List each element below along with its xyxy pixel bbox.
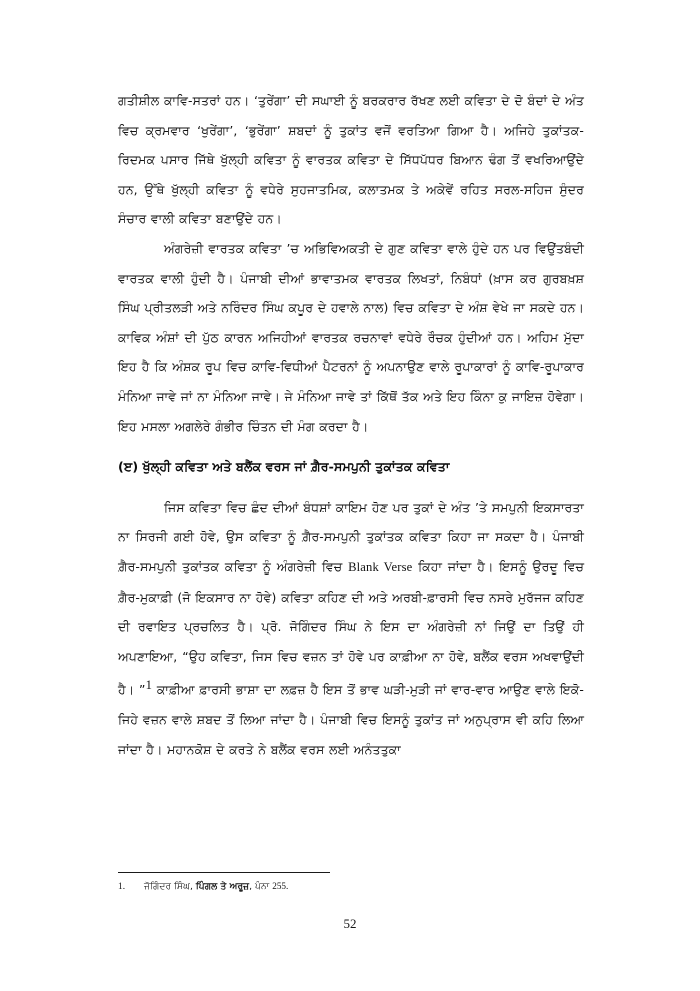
footnote-entry: [118, 879, 584, 895]
paragraph-blank-verse-definition: [118, 493, 584, 764]
heading-spacer: [118, 482, 584, 493]
term-blank-verse: Blank Verse: [348, 559, 413, 574]
footnote-author: ਜੋਗਿੰਦਰ ਸਿੰਘ,: [144, 881, 196, 892]
footnote-area: [118, 872, 584, 895]
footnote-number: 1.: [118, 882, 126, 892]
paragraph-continuation: ਗਤੀਸ਼ੀਲ ਕਾਵਿ-ਸਤਰਾਂ ਹਨ। ‘ਤੁਰੇਂਗਾ’ ਦੀ ਸਘਾਈ ਨੂੰ ਬਰਕਰਾਰ ਰੱਖਣ ਲਈ ਕਵਿਤਾ ਦੇ ਦੋ ਬੰਦਾਂ ਦੇ ਅੰਤ ਵਿਚ ਕ੍ਰਮਵਾਰ ‘ਖੁਰੇਂਗਾ’, ‘ਭੁਰੇਂਗਾ’ ਸ਼ਬਦਾਂ ਨੂੰ ਤੁਕਾਂਤ ਵਜੋਂ ਵਰਤਿਆ ਗਿਆ ਹੈ। ਅਜਿਹੇ ਤੁਕਾਂਤਕ-ਰਿਦਮਕ ਪਸਾਰ ਜਿੱਥੇ ਖੁੱਲ੍ਹੀ ਕਵਿਤਾ ਨੂੰ ਵਾਰਤਕ ਕਵਿਤਾ ਦੇ ਸਿੱਧਪੱਧਰ ਬਿਆਨ ਢੰਗ ਤੋਂ ਵਖਰਿਆਉਂਦੇ ਹਨ, ਉੱਥੇ ਖੁੱਲ੍ਹੀ ਕਵਿਤਾ ਨੂੰ ਵਧੇਰੇ ਸੁਹਜਾਤਮਿਕ, ਕਲਾਤਮਕ ਤੇ ਅਕੇਵੇਂ ਰਹਿਤ ਸਰਲ-ਸਹਿਜ ਸੁੰਦਰ ਸੰਚਾਰ ਵਾਲੀ ਕਵਿਤਾ ਬਣਾਉਂਦੇ ਹਨ।: [118, 93, 584, 227]
footnote-separator-rule: [118, 872, 330, 873]
paragraph-text-part-b: ਕਿਹਾ ਜਾਂਦਾ ਹੈ। ਇਸਨੂੰ ਉਰਦੂ ਵਿਚ ਗ਼ੈਰ-ਮੁਕਾਫ਼ੀ (ਜੋ ਇਕਸਾਰ ਨਾ ਹੋਵੇ) ਕਵਿਤਾ ਕਹਿਣ ਦੀ ਅਤੇ ਅਰਬੀ-ਫ਼ਾਰਸੀ ਵਿਚ ਨਸਰੇ ਮੁਰੱਜਜ ਕਹਿਣ ਦੀ ਰਵਾਇਤ ਪ੍ਰਚਲਿਤ ਹੈ। ਪ੍ਰੋ. ਜੋਗਿੰਦਰ ਸਿੰਘ ਨੇ ਇਸ ਦਾ ਅੰਗਰੇਜ਼ੀ ਨਾਂ ਜਿਉਂ ਦਾ ਤਿਉਂ ਹੀ ਅਪਣਾਇਆ, “ਉਹ ਕਵਿਤਾ, ਜਿਸ ਵਿਚ ਵਜ਼ਨ ਤਾਂ ਹੋਵੇ ਪਰ ਕਾਫ਼ੀਆ ਨਾ ਹੋਵੇ, ਬਲੈਂਕ ਵਰਸ ਅਖਵਾਉਂਦੀ ਹੈ। ”: [118, 558, 584, 698]
footnote-title: ਪਿੰਗਲ ਤੇ ਅਰੂਜ਼: [195, 881, 250, 892]
footnote-page-value: 255.: [272, 881, 289, 891]
paragraph-text-part-a: ਜਿਸ ਕਵਿਤਾ ਵਿਚ ਛੰਦ ਦੀਆਂ ਬੰਧਸ਼ਾਂ ਕਾਇਮ ਹੋਣ ਪਰ ਤੁਕਾਂ ਦੇ ਅੰਤ ’ਤੇ ਸਮਪੁਨੀ ਇਕਸਾਰਤਾ ਨਾ ਸਿਰਜੀ ਗਈ ਹੋਵੇ, ਉਸ ਕਵਿਤਾ ਨੂੰ ਗ਼ੈਰ-ਸਮਪੁਨੀ ਤੁਕਾਂਤਕ ਕਵਿਤਾ ਕਿਹਾ ਜਾ ਸਕਦਾ ਹੈ। ਪੰਜਾਬੀ ਗ਼ੈਰ-ਸਮਪੁਨੀ ਤੁਕਾਂਤਕ ਕਵਿਤਾ ਨੂੰ ਅੰਗਰੇਜ਼ੀ ਵਿਚ: [118, 499, 584, 574]
footnote-text: [144, 879, 288, 894]
paragraph-english-prose-poetry: ਅੰਗਰੇਜ਼ੀ ਵਾਰਤਕ ਕਵਿਤਾ ’ਚ ਅਭਿਵਿਅਕਤੀ ਦੇ ਗੁਣ ਕਵਿਤਾ ਵਾਲੇ ਹੁੰਦੇ ਹਨ ਪਰ ਵਿਉਂਤਬੰਦੀ ਵਾਰਤਕ ਵਾਲੀ ਹੁੰਦੀ ਹੈ। ਪੰਜਾਬੀ ਦੀਆਂ ਭਾਵਾਤਮਕ ਵਾਰਤਕ ਲਿਖਤਾਂ, ਨਿਬੰਧਾਂ (ਖ਼ਾਸ ਕਰ ਗੁਰਬਖ਼ਸ਼ ਸਿੰਘ ਪ੍ਰੀਤਲੜੀ ਅਤੇ ਨਰਿੰਦਰ ਸਿੰਘ ਕਪੂਰ ਦੇ ਹਵਾਲੇ ਨਾਲ) ਵਿਚ ਕਵਿਤਾ ਦੇ ਅੰਸ਼ ਵੇਖੇ ਜਾ ਸਕਦੇ ਹਨ। ਕਾਵਿਕ ਅੰਸ਼ਾਂ ਦੀ ਪੁੱਠ ਕਾਰਨ ਅਜਿਹੀਆਂ ਵਾਰਤਕ ਰਚਨਾਵਾਂ ਵਧੇਰੇ ਰੌਚਕ ਹੁੰਦੀਆਂ ਹਨ। ਅਹਿਮ ਮੁੱਦਾ ਇਹ ਹੈ ਕਿ ਅੰਸ਼ਕ ਰੂਪ ਵਿਚ ਕਾਵਿ-ਵਿਧੀਆਂ ਪੈਟਰਨਾਂ ਨੂੰ ਅਪਨਾਉਣ ਵਾਲੇ ਰੂਪਾਕਾਰਾਂ ਨੂੰ ਕਾਵਿ-ਰੂਪਾਕਾਰ ਮੰਨਿਆ ਜਾਵੇ ਜਾਂ ਨਾ ਮੰਨਿਆ ਜਾਵੇ। ਜੇ ਮੰਨਿਆ ਜਾਵੇ ਤਾਂ ਕਿੱਥੋਂ ਤੱਕ ਅਤੇ ਇਹ ਕਿੰਨਾ ਕੁ ਜਾਇਜ਼ ਹੋਵੇਗਾ। ਇਹ ਮਸਲਾ ਅਗਲੇਰੇ ਗੰਭੀਰ ਚਿੰਤਨ ਦੀ ਮੰਗ ਕਰਦਾ ਹੈ।: [118, 240, 584, 434]
page-number: 52: [343, 916, 357, 931]
section-heading-blank-verse: (ੲ) ਖੁੱਲ੍ਹੀ ਕਵਿਤਾ ਅਤੇ ਬਲੈਂਕ ਵਰਸ ਜਾਂ ਗ਼ੈਰ-ਸਮਪੁਨੀ ਤੁਕਾਂਤਕ ਕਵਿਤਾ: [118, 459, 450, 475]
section-spacer: [118, 441, 584, 452]
footnote-page-label: , ਪੰਨਾ: [249, 881, 273, 892]
footnote-marker: 1: [145, 678, 153, 693]
page-content: [118, 86, 584, 764]
paragraph-text-part-c: ਕਾਫ਼ੀਆ ਫ਼ਾਰਸੀ ਭਾਸ਼ਾ ਦਾ ਲਫ਼ਜ਼ ਹੈ ਇਸ ਤੋਂ ਭਾਵ ਘੜੀ-ਮੁੜੀ ਜਾਂ ਵਾਰ-ਵਾਰ ਆਉਣ ਵਾਲੇ ਇਕੋ-ਜਿਹੇ ਵਜ਼ਨ ਵਾਲੇ ਸ਼ਬਦ ਤੋਂ ਲਿਆ ਜਾਂਦਾ ਹੈ। ਪੰਜਾਬੀ ਵਿਚ ਇਸਨੂੰ ਤੁਕਾਂਤ ਜਾਂ ਅਨੁਪ੍ਰਾਸ ਵੀ ਕਹਿ ਲਿਆ ਜਾਂਦਾ ਹੈ। ਮਹਾਨਕੋਸ਼ ਦੇ ਕਰਤੇ ਨੇ ਬਲੈਂਕ ਵਰਸ ਲਈ ਅਨੰਤਤੁਕਾ: [118, 682, 584, 757]
